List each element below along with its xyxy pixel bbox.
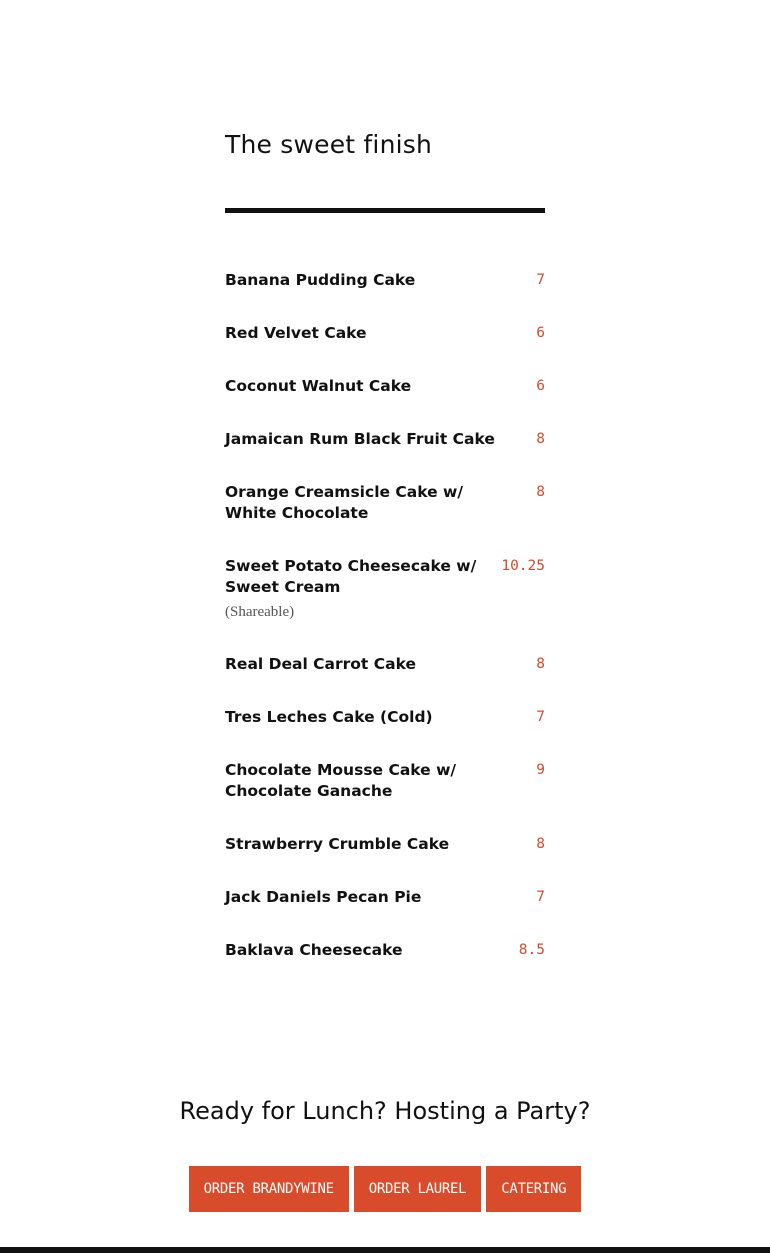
menu-item-price: 7 [536,272,545,288]
menu-item-name: Banana Pudding Cake [225,271,416,289]
menu-item-name: Sweet Potato Cheesecake w/ Sweet Cream [225,557,477,596]
menu-item-price: 8 [536,484,545,500]
menu-item-name: Chocolate Mousse Cake w/ Chocolate Ganache [225,761,457,800]
menu-item-name: Jamaican Rum Black Fruit Cake [225,430,495,448]
menu-item-name: Jack Daniels Pecan Pie [225,888,422,906]
order-laurel-button[interactable]: ORDER LAUREL [354,1166,482,1212]
catering-button[interactable]: CATERING [486,1166,581,1212]
menu-item-price: 10.25 [501,558,545,574]
menu-item-name: Orange Creamsicle Cake w/ White Chocolate [225,483,464,522]
menu-item-price: 7 [536,889,545,905]
menu-item [225,760,545,802]
menu-item-name: Red Velvet Cake [225,324,367,342]
menu-item-price: 6 [536,325,545,341]
menu-item [225,654,545,675]
title-divider [225,208,545,213]
menu-item [225,376,545,397]
menu-item-price: 7 [536,709,545,725]
menu-item-note: (Shareable) [225,604,295,620]
menu-item [225,887,545,908]
menu-item-name: Baklava Cheesecake [225,941,403,959]
menu-item-name: Coconut Walnut Cake [225,377,412,395]
cta-button-group [0,1166,770,1212]
menu-item-price: 8.5 [518,942,545,958]
menu-item [225,707,545,728]
order-brandywine-button[interactable]: ORDER BRANDYWINE [189,1166,349,1212]
menu-item-price: 8 [536,836,545,852]
menu-item [225,834,545,855]
menu-item [225,940,545,961]
menu-item-list [225,270,545,993]
menu-item [225,270,545,291]
menu-item [225,482,545,524]
cta-heading: Ready for Lunch? Hosting a Party? [179,1097,591,1125]
menu-item-price: 8 [536,656,545,672]
menu-item-price: 8 [536,431,545,447]
menu-item [225,429,545,450]
menu-item-price: 9 [536,762,545,778]
menu-item-name: Real Deal Carrot Cake [225,655,416,673]
menu-item-name: Tres Leches Cake (Cold) [225,708,433,726]
menu-item [225,556,545,622]
menu-item-price: 6 [536,378,545,394]
menu-item-name: Strawberry Crumble Cake [225,835,450,853]
section-title: The sweet finish [225,130,433,159]
footer-divider [0,1247,770,1253]
menu-item [225,323,545,344]
